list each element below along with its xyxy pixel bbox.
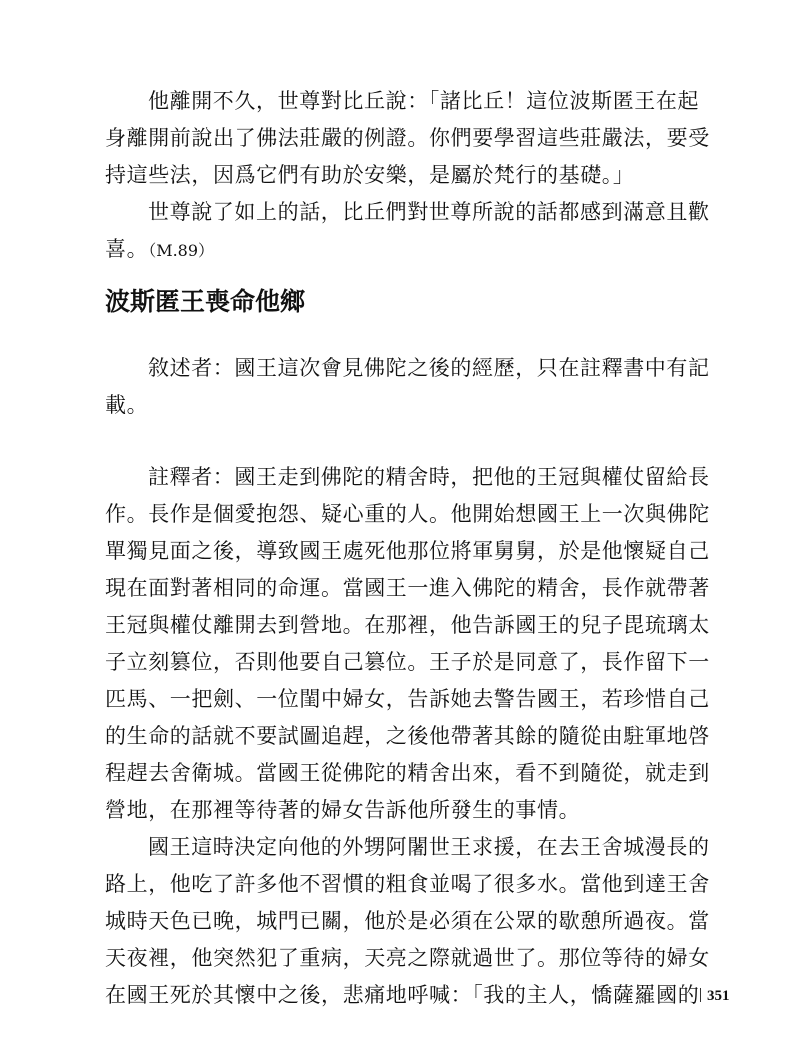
text-line: 現在面對著相同的命運。當國王一進入佛陀的精舍，長作就帶著 (105, 576, 710, 600)
text-line: 他離開不久，世尊對比丘說：「諸比丘！這位波斯匿王在起 (148, 89, 700, 113)
paragraph-3 (105, 350, 725, 424)
text-line: 註釋者：國王走到佛陀的精舍時，把他的王冠與權仗留給長 (148, 465, 710, 489)
text-line: 世尊說了如上的話，比丘們對世尊所說的話都感到滿意且歡 (148, 200, 710, 224)
sutta-reference: （M.89） (148, 241, 215, 260)
text-line: 子立刻篡位，否則他要自己篡位。王子於是同意了，長作留下一 (105, 650, 710, 674)
text-line: 單獨見面之後，導致國王處死他那位將軍舅舅，於是他懷疑自己 (105, 539, 710, 563)
text-line: 天夜裡，他突然犯了重病，天亮之際就過世了。那位等待的婦女 (105, 946, 710, 970)
text-line: 國王這時決定向他的外甥阿闍世王求援，在去王舍城漫長的 (148, 835, 710, 859)
text-line: 在國王死於其懷中之後，悲痛地呼喊：「我的主人，憍薩羅國的 (105, 983, 700, 1007)
text-line: 身離開前說出了佛法莊嚴的例證。你們要學習這些莊嚴法，要受 (105, 126, 710, 150)
text-line (105, 231, 725, 268)
page-number (700, 986, 730, 1006)
section-heading: 波斯匿王喪命他鄉 (105, 287, 306, 316)
text-line-content: 喜。 (105, 237, 149, 261)
text-line: 匹馬、一把劍、一位閨中婦女，告訴她去警告國王，若珍惜自己 (105, 687, 710, 711)
text-line: 路上，他吃了許多他不習慣的粗食並喝了很多水。當他到達王舍 (105, 872, 710, 896)
text-line: 營地，在那裡等待著的婦女告訴他所發生的事情。 (105, 798, 581, 822)
paragraph-5 (105, 829, 725, 1014)
text-line: 作。長作是個愛抱怨、疑心重的人。他開始想國王上一次與佛陀 (105, 502, 710, 526)
text-line: 王冠與權仗離開去到營地。在那裡，他告訴國王的兒子毘琉璃太 (105, 613, 710, 637)
paragraph-1 (105, 83, 725, 194)
paragraph-4 (105, 459, 725, 829)
page-number-divider (700, 988, 701, 1002)
paragraph-2 (105, 194, 725, 268)
page-number-text: 351 (707, 988, 730, 1004)
text-line: 持這些法，因爲它們有助於安樂，是屬於梵行的基礎。」 (105, 163, 635, 187)
text-line: 程趕去舍衛城。當國王從佛陀的精舍出來，看不到隨從，就走到 (105, 761, 710, 785)
text-line: 城時天色已晚，城門已關，他於是必須在公眾的歇憩所過夜。當 (105, 909, 710, 933)
text-line: 載。 (105, 393, 149, 417)
text-line: 的生命的話就不要試圖追趕，之後他帶著其餘的隨從由駐軍地啓 (105, 724, 710, 748)
text-line: 敘述者：國王這次會見佛陀之後的經歷，只在註釋書中有記 (148, 356, 710, 380)
